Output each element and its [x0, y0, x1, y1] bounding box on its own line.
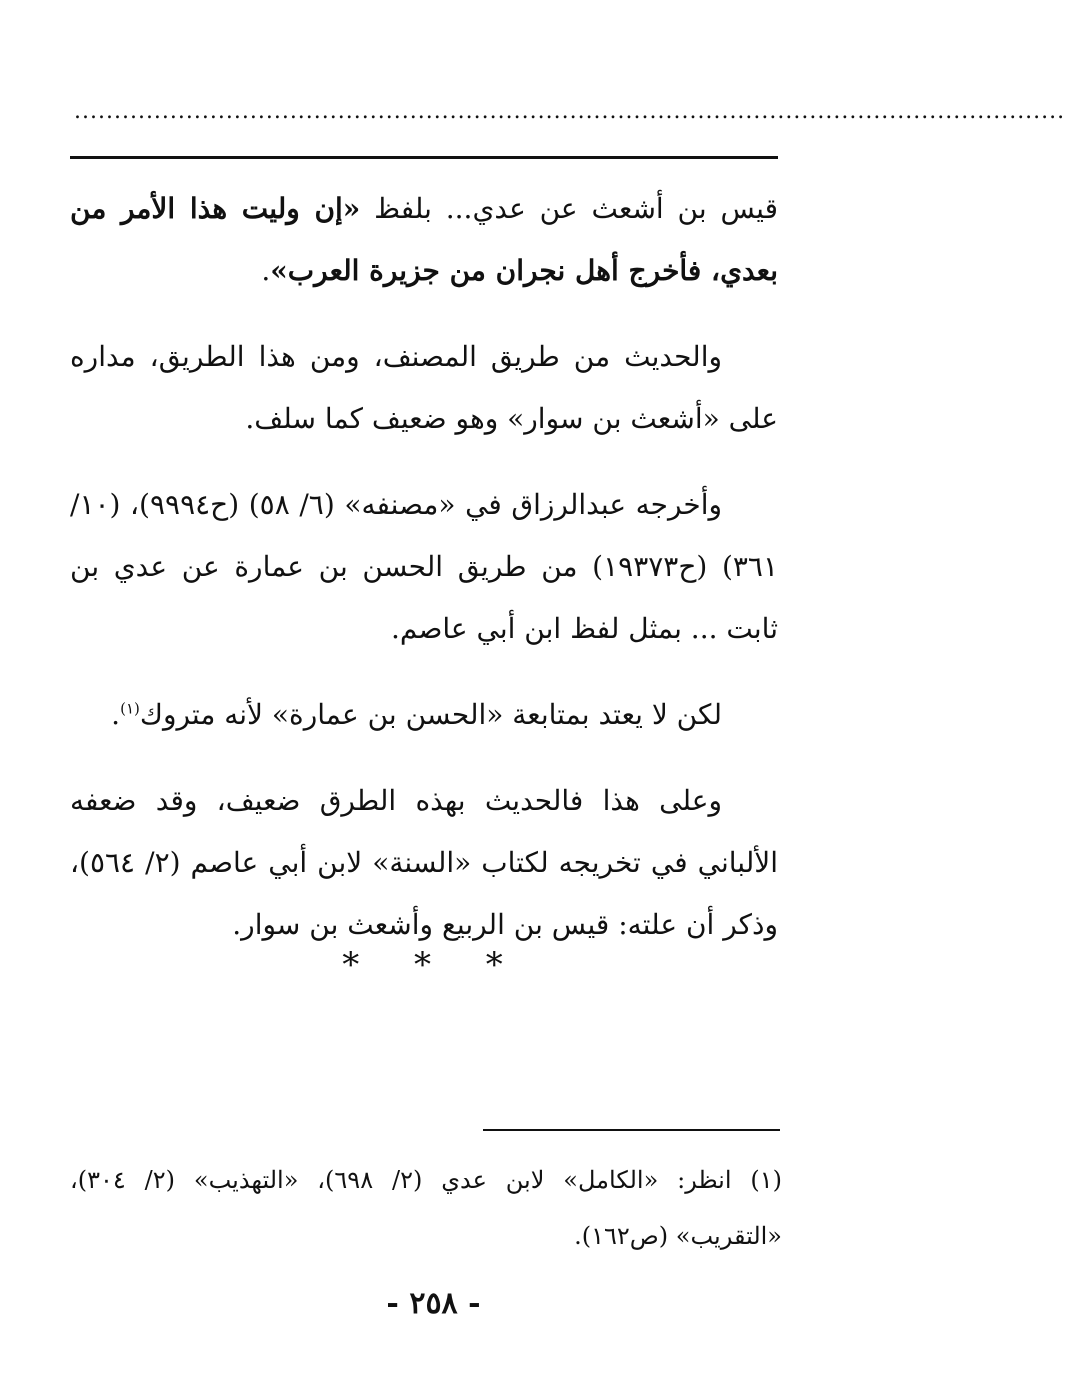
header-rule	[70, 156, 778, 159]
paragraph-1-text: قيس بن أشعث عن عدي... بلفظ	[360, 192, 778, 225]
paragraph-4	[70, 684, 778, 746]
paragraph-4-end: .	[111, 698, 121, 731]
footnote-rule	[483, 1129, 780, 1131]
footnote-reference[interactable]: (١)	[120, 699, 140, 718]
section-separator: * * *	[342, 945, 525, 985]
paragraph-3: وأخرجه عبدالرزاق في «مصنفه» (٦/ ٥٨) (ح٩٩٩٤)، (١٠/ ٣٦١) (ح١٩٣٧٣) من طريق الحسن بن عمارة عن عدي بن ثابت ... بمثل لفظ ابن أبي عاصم.	[70, 488, 779, 645]
paragraph-5: وعلى هذا فالحديث بهذه الطرق ضعيف، وقد ضعفه الألباني في تخريجه لكتاب «السنة» لابن أبي عاصم (٢/ ٥٦٤)، وذكر أن علته: قيس بن الربيع وأشعث بن سوار.	[70, 784, 778, 941]
paragraph-2: والحديث من طريق المصنف، ومن هذا الطريق، مداره على «أشعث بن سوار» وهو ضعيف كما سلف.	[70, 340, 778, 435]
page-number: - ٢٥٨ -	[386, 1286, 481, 1321]
footnote: (١) انظر: «الكامل» لابن عدي (٢/ ٦٩٨)، «التهذيب» (٢/ ٣٠٤)، «التقريب» (ص١٦٢).	[70, 1166, 783, 1250]
header-dotted-line: ............................................................................................................................	[74, 99, 1065, 124]
main-text	[70, 178, 778, 980]
paragraph-4-text: لكن لا يعتد بمتابعة «الحسن بن عمارة» لأنه متروك	[139, 698, 722, 731]
hadith-quote: «إن وليت هذا الأمر من بعدي، فأخرج أهل نجران من جزيرة العرب»	[70, 192, 778, 287]
paragraph-1-end: .	[261, 254, 271, 287]
paragraph-1	[70, 178, 778, 302]
